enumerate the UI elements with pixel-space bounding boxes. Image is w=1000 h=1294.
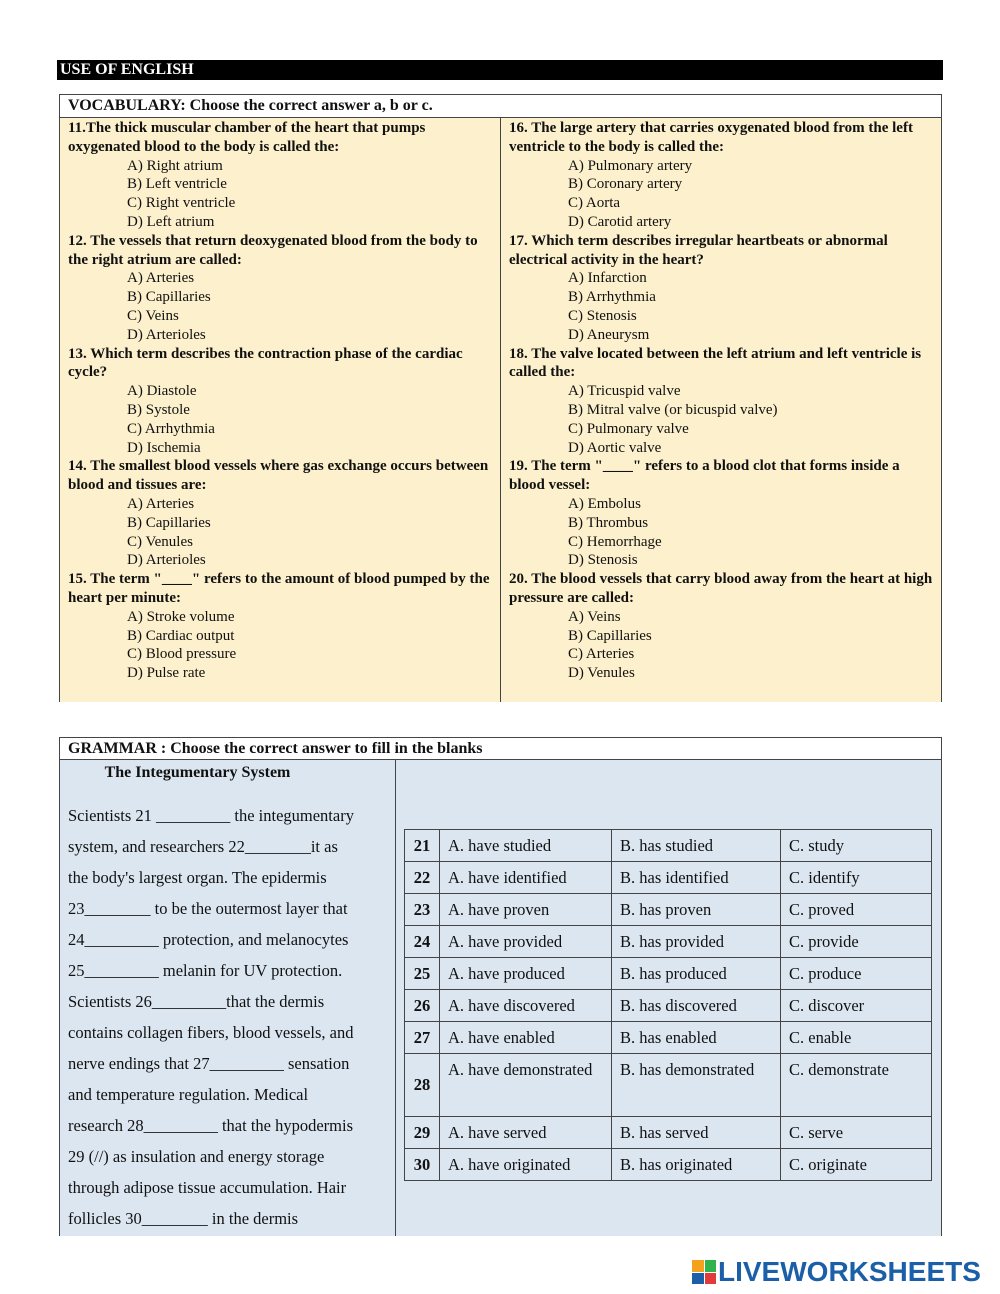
passage-line: Scientists 21 _________ the integumentary [68, 806, 354, 825]
vocabulary-heading: VOCABULARY: Choose the correct answer a, b or c. [60, 95, 941, 118]
logo-square [692, 1273, 704, 1285]
logo-square [705, 1260, 717, 1272]
answer-option: C) Veins [127, 307, 179, 324]
answer-option: D) Left atrium [127, 213, 215, 230]
option-a[interactable]: A. have proven [440, 894, 612, 926]
option-b[interactable]: B. has studied [612, 830, 781, 862]
question-text: 19. The term "____" refers to a blood clot that forms inside a blood vessel: [509, 458, 900, 494]
vocabulary-box [59, 94, 942, 702]
answer-option: D) Aneurysm [568, 326, 650, 343]
answer-option: B) Thrombus [568, 514, 649, 531]
option-c[interactable]: C. discover [781, 990, 932, 1022]
answer-option: B) Cardiac output [127, 627, 235, 644]
option-c[interactable]: C. identify [781, 862, 932, 894]
answer-row [405, 926, 932, 958]
answer-option: A) Pulmonary artery [568, 157, 693, 174]
passage-line: research 28_________ that the hypodermis [68, 1116, 354, 1135]
section-title: USE OF ENGLISH [57, 60, 943, 80]
answer-option: A) Tricuspid valve [568, 383, 681, 400]
answer-option: B) Capillaries [127, 289, 211, 306]
answer-option: B) Capillaries [127, 514, 211, 531]
question-text: 18. The valve located between the left atrium and left ventricle is called the: [509, 345, 922, 381]
option-c[interactable]: C. produce [781, 958, 932, 990]
answer-option: C) Stenosis [568, 307, 637, 324]
passage-line: contains collagen fibers, blood vessels, and [68, 1023, 354, 1042]
answer-row [405, 1149, 932, 1181]
answer-option: B) Mitral valve (or bicuspid valve) [568, 401, 778, 418]
question-number: 22 [405, 862, 440, 894]
option-b[interactable]: B. has identified [612, 862, 781, 894]
option-a[interactable]: A. have identified [440, 862, 612, 894]
answer-option: D) Aortic valve [568, 439, 662, 456]
option-c[interactable]: C. serve [781, 1117, 932, 1149]
option-a[interactable]: A. have demonstrated [440, 1054, 612, 1117]
answer-option: B) Left ventricle [127, 176, 227, 193]
passage-line: 29 (//) as insulation and energy storage [68, 1147, 325, 1166]
passage-line: through adipose tissue accumulation. Hair [68, 1178, 347, 1197]
option-a[interactable]: A. have served [440, 1117, 612, 1149]
option-a[interactable]: A. have originated [440, 1149, 612, 1181]
passage-line: and temperature regulation. Medical [68, 1085, 309, 1104]
question-number: 26 [405, 990, 440, 1022]
answer-row [405, 1022, 932, 1054]
answer-option: D) Ischemia [127, 439, 201, 456]
question-text: 16. The large artery that carries oxygenated blood from the left ventricle to the body is called the: [509, 120, 913, 155]
answer-option: B) Coronary artery [568, 176, 683, 193]
passage-line: 23________ to be the outermost layer that [68, 899, 348, 918]
answer-row [405, 862, 932, 894]
answer-option: C) Hemorrhage [568, 533, 662, 550]
option-c[interactable]: C. provide [781, 926, 932, 958]
answer-option: D) Arterioles [127, 326, 206, 343]
vocabulary-right-column [501, 118, 941, 702]
passage-line: 25_________ melanin for UV protection. [68, 961, 343, 980]
answer-option: D) Pulse rate [127, 665, 206, 682]
question-text: 15. The term "____" refers to the amount of blood pumped by the heart per minute: [68, 571, 490, 606]
question-number: 25 [405, 958, 440, 990]
passage-line: 24_________ protection, and melanocytes [68, 930, 349, 949]
answer-option: D) Carotid artery [568, 213, 672, 230]
question-text: 12. The vessels that return deoxygenated blood from the body to the right atrium are called: [68, 232, 478, 268]
grammar-heading: GRAMMAR : Choose the correct answer to fill in the blanks [60, 738, 941, 760]
question-text: 11.The thick muscular chamber of the heart that pumps oxygenated blood to the body is called the: [68, 120, 426, 155]
option-a[interactable]: A. have studied [440, 830, 612, 862]
answer-option: A) Embolus [568, 495, 641, 512]
answer-option: C) Arrhythmia [127, 420, 215, 437]
passage-line: follicles 30________ in the dermis [68, 1209, 299, 1228]
option-b[interactable]: B. has served [612, 1117, 781, 1149]
answer-option: A) Arteries [127, 495, 195, 512]
question-text: 17. Which term describes irregular heartbeats or abnormal electrical activity in the heart? [509, 232, 888, 268]
answer-option: B) Capillaries [568, 627, 652, 644]
logo-icon [692, 1260, 716, 1284]
question-number: 29 [405, 1117, 440, 1149]
passage-title: The Integumentary System [104, 764, 291, 781]
question-number: 23 [405, 894, 440, 926]
answer-option: D) Stenosis [568, 552, 638, 569]
answer-option: A) Infarction [568, 270, 647, 287]
answer-option: D) Venules [568, 665, 635, 682]
option-b[interactable]: B. has produced [612, 958, 781, 990]
answer-option: C) Arteries [568, 646, 635, 663]
grammar-passage [60, 760, 396, 1236]
option-b[interactable]: B. has originated [612, 1149, 781, 1181]
question-number: 21 [405, 830, 440, 862]
logo-text: LIVEWORKSHEETS [718, 1256, 981, 1287]
question-number: 30 [405, 1149, 440, 1181]
logo-square [705, 1273, 717, 1285]
answer-option: C) Right ventricle [127, 195, 236, 212]
answer-option: C) Venules [127, 533, 193, 550]
passage-line: nerve endings that 27_________ sensation [68, 1054, 350, 1073]
answer-row [405, 1117, 932, 1149]
answer-option: C) Aorta [568, 195, 621, 212]
question-text: 13. Which term describes the contraction phase of the cardiac cycle? [68, 345, 463, 381]
answer-table [404, 829, 932, 1181]
option-b[interactable]: B. has enabled [612, 1022, 781, 1054]
answer-option: D) Arterioles [127, 552, 206, 569]
answer-option: C) Pulmonary valve [568, 420, 689, 437]
option-b[interactable]: B. has proven [612, 894, 781, 926]
option-c[interactable]: C. proved [781, 894, 932, 926]
logo-square [692, 1260, 704, 1272]
option-b[interactable]: B. has discovered [612, 990, 781, 1022]
question-text: 14. The smallest blood vessels where gas exchange occurs between blood and tissues are: [68, 458, 489, 494]
option-b[interactable]: B. has provided [612, 926, 781, 958]
question-number: 27 [405, 1022, 440, 1054]
answer-option: A) Stroke volume [127, 608, 235, 625]
passage-line: system, and researchers 22________it as [68, 837, 338, 856]
question-number: 24 [405, 926, 440, 958]
question-number: 28 [405, 1054, 440, 1117]
answer-option: A) Arteries [127, 270, 195, 287]
answer-row [405, 1054, 932, 1117]
option-c[interactable]: C. enable [781, 1022, 932, 1054]
answer-row [405, 990, 932, 1022]
answer-option: A) Veins [568, 608, 621, 625]
passage-line: the body's largest organ. The epidermis [68, 868, 327, 887]
option-a[interactable]: A. have enabled [440, 1022, 612, 1054]
passage-text [68, 800, 387, 1234]
option-b[interactable]: B. has demonstrated [612, 1054, 781, 1117]
answer-row [405, 894, 932, 926]
option-c[interactable]: C. study [781, 830, 932, 862]
passage-line: Scientists 26_________that the dermis [68, 992, 325, 1011]
vocabulary-left-column [60, 118, 501, 702]
option-c[interactable]: C. originate [781, 1149, 932, 1181]
answer-option: A) Diastole [127, 383, 197, 400]
question-text: 20. The blood vessels that carry blood away from the heart at high pressure are called: [509, 571, 933, 606]
liveworksheets-logo [692, 1256, 981, 1288]
option-a[interactable]: A. have discovered [440, 990, 612, 1022]
answer-row [405, 958, 932, 990]
answer-option: B) Arrhythmia [568, 289, 656, 306]
grammar-box [59, 737, 942, 1236]
answer-option: C) Blood pressure [127, 646, 237, 663]
option-a[interactable]: A. have provided [440, 926, 612, 958]
answer-option: B) Systole [127, 401, 190, 418]
answer-row [405, 830, 932, 862]
option-a[interactable]: A. have produced [440, 958, 612, 990]
answer-option: A) Right atrium [127, 157, 223, 174]
grammar-answers [396, 760, 941, 1236]
option-c[interactable]: C. demonstrate [781, 1054, 932, 1117]
